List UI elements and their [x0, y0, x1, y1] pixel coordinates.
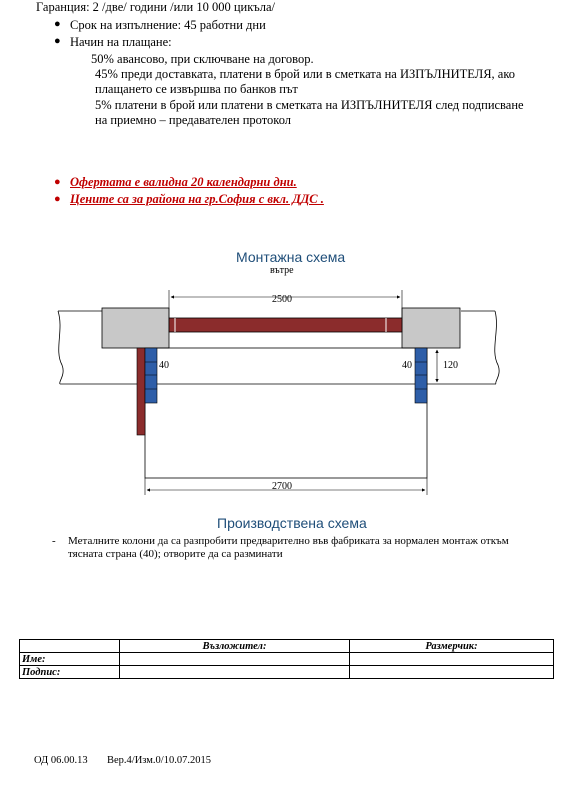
bullet-icon: ● [54, 193, 61, 205]
warranty-text: Гаранция: 2 /две/ години /или 10 000 цикъла/ [36, 0, 276, 14]
production-title: Производствена схема [217, 515, 367, 531]
blue-column-right [415, 348, 427, 403]
sign-label: Подпис: [20, 666, 120, 679]
measurer-name-field[interactable] [350, 653, 554, 666]
production-note-1: Металните колони да са разпробити предварително във фабриката за нормален монтаж откъм [68, 535, 509, 547]
diagram-title: Монтажна схема [236, 249, 346, 265]
payment-line-3a: 5% платени в брой или платени в сметката на ИЗПЪЛНИТЕЛЯ след подписване [95, 98, 524, 112]
dim-top-label: 2500 [272, 294, 292, 305]
footer-code: ОД 06.00.13 [34, 755, 88, 766]
wall-block-right [402, 308, 460, 348]
wall-left-edge [58, 311, 63, 384]
payment-line-2a: 45% преди доставката, платени в брой или в сметката на ИЗПЪЛНИТЕЛЯ, ако [95, 67, 516, 81]
measurer-sign-field[interactable] [350, 666, 554, 679]
offer-validity: Офертата е валидна 20 календарни дни. [70, 175, 297, 189]
payment-line-2b: плащането се извършва по банков път [95, 82, 298, 96]
wall-right-edge [495, 311, 499, 384]
door-frame [145, 348, 427, 478]
footer-version: Вер.4/Изм.0/10.07.2015 [107, 755, 211, 766]
assignor-header: Възложител: [120, 640, 350, 653]
dim-right-label: 40 [402, 360, 412, 371]
bullet-icon: ● [54, 18, 61, 30]
blue-column-left [145, 348, 157, 403]
dim-depth-label: 120 [443, 360, 458, 371]
name-label: Име: [20, 653, 120, 666]
bullet-icon: ● [54, 176, 61, 188]
offer-prices: Цените са за района на гр.София с вкл. ДДС . [70, 192, 324, 206]
payment-title: Начин на плащане: [70, 35, 172, 49]
dim-bottom-label: 2700 [272, 481, 292, 492]
red-post [137, 348, 145, 435]
note-dash: - [52, 535, 56, 547]
signature-table [19, 639, 554, 679]
diagram-subtitle: вътре [270, 265, 294, 276]
assignor-sign-field[interactable] [120, 666, 350, 679]
deadline-text: Срок на изпълнение: 45 работни дни [70, 18, 266, 32]
wall-block-left [102, 308, 169, 348]
measurer-header: Размерчик: [350, 640, 554, 653]
assignor-name-field[interactable] [120, 653, 350, 666]
payment-line-3b: на приемно – предавателен протокол [95, 113, 292, 127]
bullet-icon: ● [54, 35, 61, 47]
payment-line-1: 50% авансово, при сключване на договор. [91, 52, 314, 66]
production-note-2: тясната страна (40); отворите да са разминати [68, 548, 283, 560]
dim-left-label: 40 [159, 360, 169, 371]
beam [169, 318, 402, 332]
